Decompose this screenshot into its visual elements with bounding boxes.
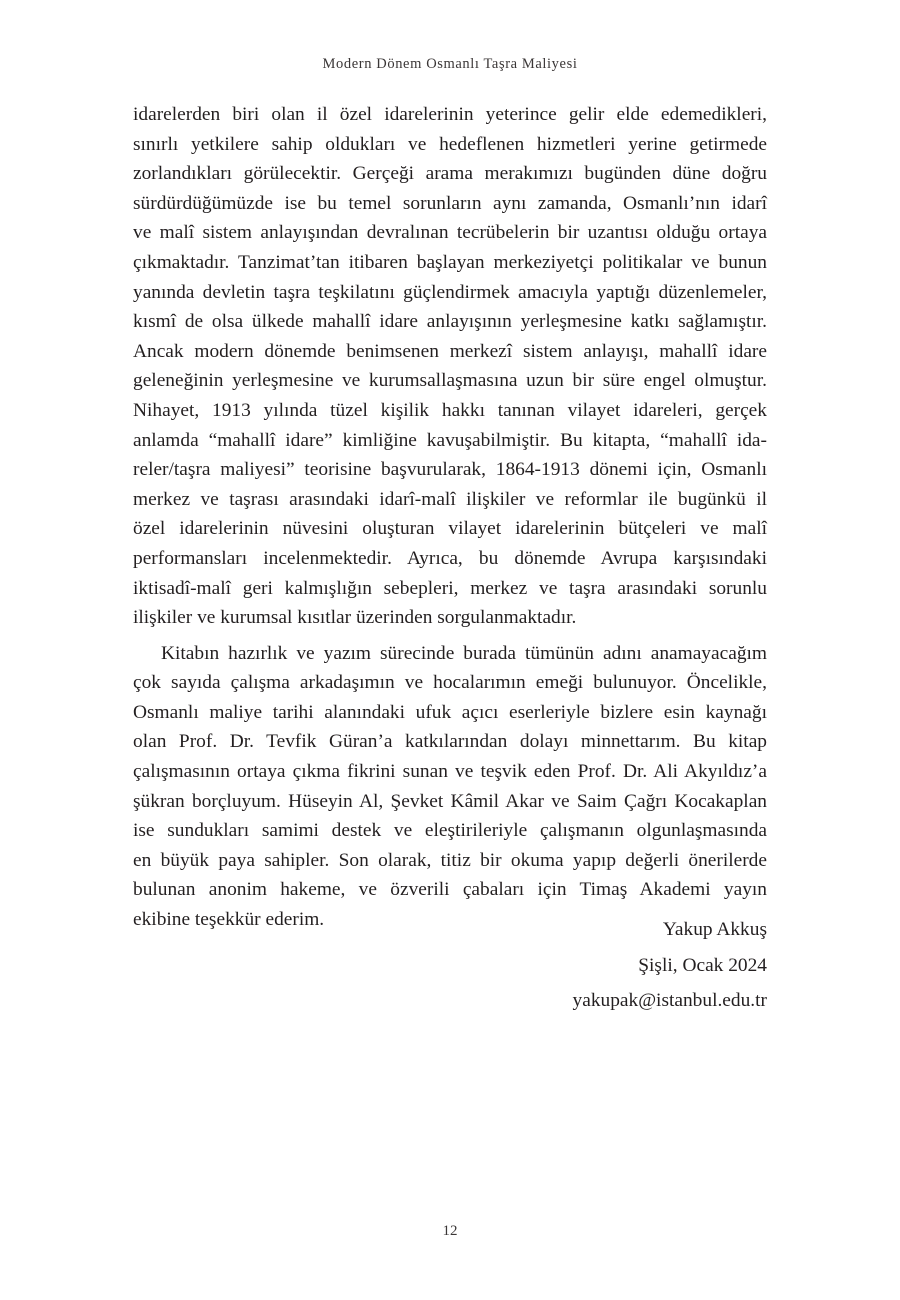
text-line: performansları incelenmektedir. Ayrıca, bu dönemde Avrupa karşısındaki xyxy=(133,547,767,569)
text-line: kısmî de olsa ülkede mahallî idare anlayışının yerleşmesine katkı sağlamıştır. xyxy=(133,311,767,333)
paragraph-continuation xyxy=(133,100,767,633)
text-line: ise sundukları samimi destek ve eleştirileriyle çalışmanın olgunlaşmasında xyxy=(133,820,767,842)
text-line: özel idarelerinin nüvesini oluşturan vilayet idarelerinin bütçeleri ve malî xyxy=(133,518,767,540)
signature-block xyxy=(573,912,767,1019)
text-line: Kitabın hazırlık ve yazım sürecinde burada tümünün adını anamayacağım xyxy=(161,642,767,664)
text-line: en büyük paya sahipler. Son olarak, titiz bir okuma yapıp değerli önerilerde xyxy=(133,849,767,871)
paragraph-acknowledgements xyxy=(133,639,767,935)
text-line: çok sayıda çalışma arkadaşımın ve hocalarımın emeği bulunuyor. Öncelikle, xyxy=(133,672,767,694)
author-name: Yakup Akkuş xyxy=(662,919,767,940)
place-date: Şişli, Ocak 2024 xyxy=(638,954,767,976)
text-line: geleneğinin yerleşmesine ve kurumsallaşmasına uzun bir süre engel olmuştur. xyxy=(133,370,767,392)
text-line: olan Prof. Dr. Tevfik Güran’a katkılarından dolayı minnettarım. Bu kitap xyxy=(133,731,767,753)
text-line: ekibine teşekkür ederim. xyxy=(133,909,325,931)
text-line: şükran borçluyum. Hüseyin Al, Şevket Kâmil Akar ve Saim Çağrı Kocakaplan xyxy=(133,790,767,812)
text-line: Nihayet, 1913 yılında tüzel kişilik hakkı tanınan vilayet idareleri, gerçek xyxy=(133,399,767,421)
text-line: reler/taşra maliyesi” teorisine başvurularak, 1864-1913 dönemi için, Osmanlı xyxy=(133,459,767,481)
text-line: idarelerden biri olan il özel idarelerinin yeterince gelir elde edemedikleri, xyxy=(133,104,767,125)
author-email: yakupak@istanbul.edu.tr xyxy=(572,990,767,1011)
text-line: merkez ve taşrası arasındaki idarî-malî ilişkiler ve reformlar ile bugünkü il xyxy=(133,488,767,510)
running-head-title: Modern Dönem Osmanlı Taşra Maliyesi xyxy=(322,56,578,72)
text-line: ilişkiler ve kurumsal kısıtlar üzerinden sorgulanmaktadır. xyxy=(133,607,577,629)
text-line: zorlandıkları görülecektir. Gerçeği arama merakımızı bugünden düne doğru xyxy=(133,163,767,185)
text-line: bulunan anonim hakeme, ve özverili çabaları için Timaş Akademi yayın xyxy=(133,879,767,901)
text-line: Ancak modern dönemde benimsenen merkezî sistem anlayışı, mahallî idare xyxy=(133,340,767,362)
text-line: Osmanlı maliye tarihi alanındaki ufuk açıcı eserleriyle bizlere esin kaynağı xyxy=(133,701,767,723)
text-line: çıkmaktadır. Tanzimat’tan itibaren başlayan merkeziyetçi politikalar ve bunun xyxy=(133,251,767,273)
text-line: çalışmasının ortaya çıkma fikrini sunan ve teşvik eden Prof. Dr. Ali Akyıldız’a xyxy=(133,761,767,783)
text-line: iktisadî-malî geri kalmışlığın sebepleri, merkez ve taşra arasındaki sorunlu xyxy=(133,577,767,599)
text-line: anlamda “mahallî idare” kimliğine kavuşabilmiştir. Bu kitapta, “mahallî ida- xyxy=(133,429,767,451)
text-line: sürdürdüğümüzde ise bu temel sorunların aynı zamanda, Osmanlı’nın idarî xyxy=(133,192,767,214)
text-line: ve malî sistem anlayışından devralınan tecrübelerin bir uzantısı olduğu ortaya xyxy=(133,222,767,244)
body-text xyxy=(133,100,767,935)
text-line: sınırlı yetkilere sahip oldukları ve hedeflenen hizmetleri yerine getirmede xyxy=(133,133,767,155)
page-number: 12 xyxy=(442,1223,458,1239)
text-line: yanında devletin taşra teşkilatını güçlendirmek amacıyla yaptığı düzenlemeler, xyxy=(133,281,767,303)
